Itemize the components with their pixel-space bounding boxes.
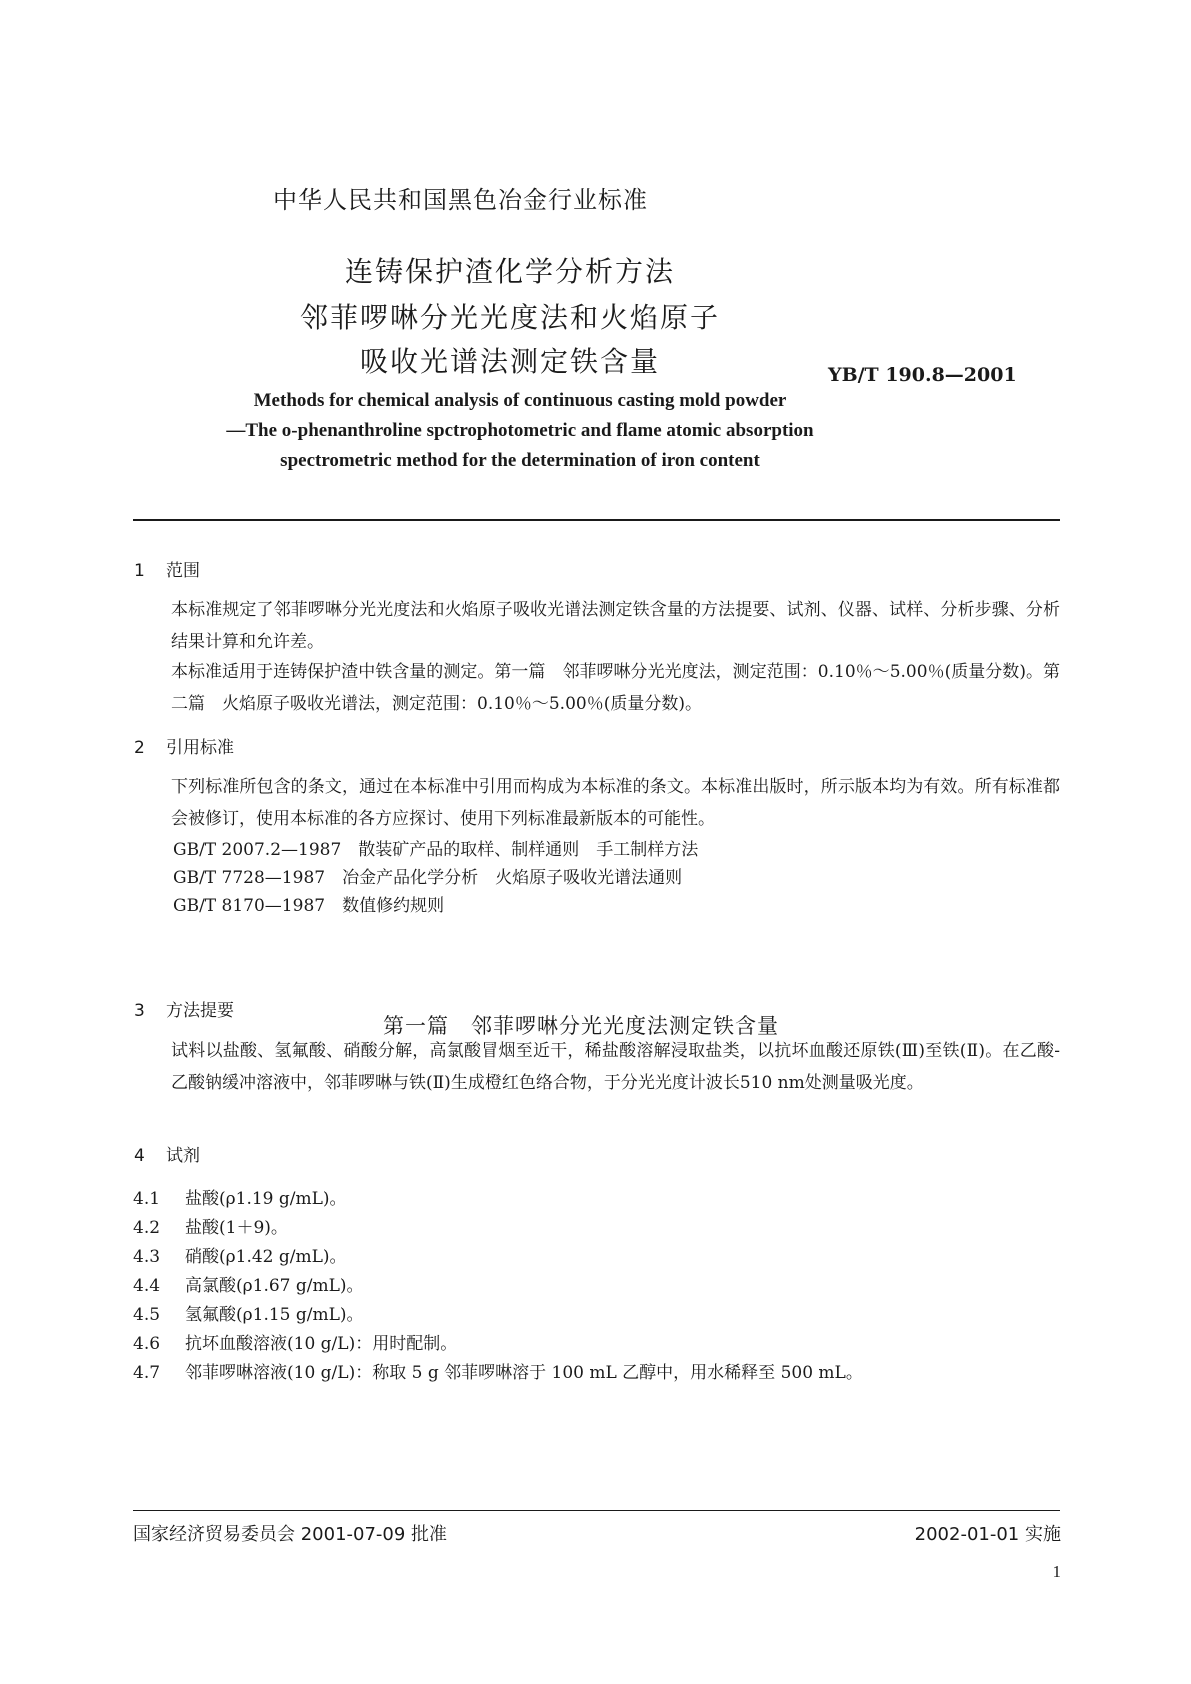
effective-date: 2002-01-01 实施 — [914, 1524, 1061, 1545]
item-number: 4.7 — [133, 1363, 161, 1383]
item-number: 4.6 — [133, 1334, 161, 1354]
item-number: 4.1 — [133, 1189, 161, 1209]
section-3-paragraph-1 — [133, 1035, 1060, 1099]
reference-standard-1: GB/T 2007.2—1987 散装矿产品的取样、制样通则 手工制样方法 — [173, 840, 699, 860]
paragraph-text: 本标准规定了邻菲啰啉分光光度法和火焰原子吸收光谱法测定铁含量的方法提要、试剂、仪器、试样、分析步骤、分析结果计算和允许差。 — [171, 600, 1060, 652]
item-text: 盐酸(1＋9)。 — [185, 1218, 288, 1238]
standard-code: YB/T 190.8—2001 — [828, 364, 1017, 386]
reagent-item — [133, 1213, 288, 1238]
section-1-heading — [134, 556, 200, 581]
section-1-paragraph-2 — [133, 656, 1060, 720]
issuing-body-header: 中华人民共和国黑色冶金行业标准 — [273, 186, 648, 214]
reagent-item — [133, 1329, 457, 1354]
section-number: 2 — [134, 738, 145, 758]
section-title: 试剂 — [166, 1146, 200, 1166]
footer-divider — [133, 1510, 1060, 1511]
title-en-line-2: —The o-phenanthroline spctrophotometric and flame atomic absorption — [226, 420, 814, 441]
title-cn-line-2: 邻菲啰啉分光光度法和火焰原子 — [299, 301, 720, 334]
section-number: 3 — [134, 1001, 145, 1021]
paragraph-text: 下列标准所包含的条文，通过在本标准中引用而构成为本标准的条文。本标准出版时，所示版本均为有效。所有标准都会被修订，使用本标准的各方应探讨、使用下列标准最新版本的可能性。 — [171, 777, 1060, 829]
item-number: 4.4 — [133, 1276, 161, 1296]
reagent-item — [133, 1184, 347, 1209]
item-text: 高氯酸(ρ1.67 g/mL)。 — [185, 1276, 364, 1296]
item-text: 抗坏血酸溶液(10 g/L)：用时配制。 — [185, 1334, 458, 1354]
header-divider — [133, 519, 1060, 521]
section-number: 1 — [134, 561, 145, 581]
item-text: 邻菲啰啉溶液(10 g/L)：称取 5 g 邻菲啰啉溶于 100 mL 乙醇中，用水稀释至 500 mL。 — [185, 1363, 863, 1383]
section-number: 4 — [134, 1146, 145, 1166]
section-title: 方法提要 — [166, 1001, 234, 1021]
title-cn-line-3: 吸收光谱法测定铁含量 — [359, 345, 660, 378]
page-number: 1 — [1052, 1562, 1061, 1581]
item-number: 4.3 — [133, 1247, 161, 1267]
item-text: 硝酸(ρ1.42 g/mL)。 — [185, 1247, 347, 1267]
title-cn-line-1: 连铸保护渣化学分析方法 — [344, 255, 675, 288]
section-title: 引用标准 — [166, 738, 234, 758]
section-title: 范围 — [166, 561, 200, 581]
section-1-paragraph-1 — [133, 594, 1060, 658]
item-text: 氢氟酸(ρ1.15 g/mL)。 — [185, 1305, 364, 1325]
reference-standard-2: GB/T 7728—1987 冶金产品化学分析 火焰原子吸收光谱法通则 — [173, 868, 683, 888]
item-text: 盐酸(ρ1.19 g/mL)。 — [185, 1189, 347, 1209]
section-2-paragraph-1 — [133, 771, 1060, 835]
item-number: 4.5 — [133, 1305, 161, 1325]
section-4-heading — [134, 1141, 200, 1166]
title-en-line-3: spectrometric method for the determination of iron content — [280, 450, 760, 471]
paragraph-text: 本标准适用于连铸保护渣中铁含量的测定。第一篇 邻菲啰啉分光光度法，测定范围：0.10％～5.00％(质量分数)。第二篇 火焰原子吸收光谱法，测定范围：0.10％～5.00％(质量分数)。 — [171, 662, 1060, 714]
reference-standard-3: GB/T 8170—1987 数值修约规则 — [173, 896, 445, 916]
reagent-item — [133, 1300, 364, 1325]
reagent-item — [133, 1358, 863, 1383]
section-2-heading — [134, 733, 234, 758]
section-3-heading — [134, 996, 234, 1021]
reagent-item — [133, 1271, 364, 1296]
reagent-item — [133, 1242, 347, 1267]
title-en-line-1: Methods for chemical analysis of continuous casting mold powder — [253, 390, 787, 411]
approval-note: 国家经济贸易委员会 2001-07-09 批准 — [133, 1524, 448, 1545]
part-1-title: 第一篇 邻菲啰啉分光光度法测定铁含量 — [383, 1014, 779, 1038]
item-number: 4.2 — [133, 1218, 161, 1238]
paragraph-text: 试料以盐酸、氢氟酸、硝酸分解，高氯酸冒烟至近干，稀盐酸溶解浸取盐类，以抗坏血酸还原铁(Ⅲ)至铁(Ⅱ)。在乙酸-乙酸钠缓冲溶液中，邻菲啰啉与铁(Ⅱ)生成橙红色络合物，于分光光度计波长510 nm处测量吸光度。 — [171, 1041, 1060, 1093]
